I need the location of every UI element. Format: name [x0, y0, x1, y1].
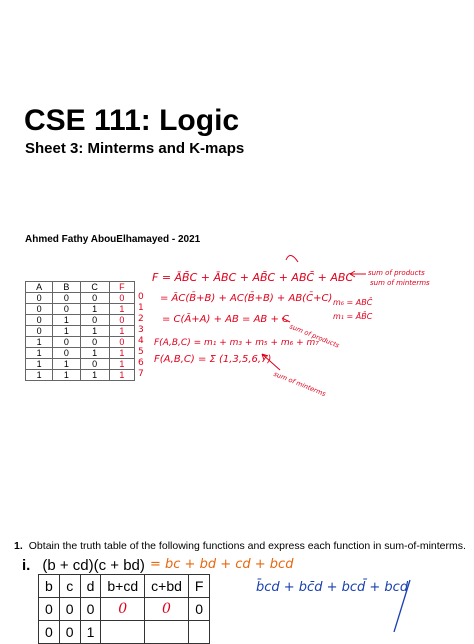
hand-expansion: = bc + bd + cd + bcd [150, 557, 294, 572]
hand-right-expression: b̄cd + bc̄d + bcd̄ + bcd [256, 580, 409, 595]
table-cell: 0 [80, 359, 109, 370]
table-cell: 1 [109, 348, 134, 359]
table-cell: 0 [101, 598, 145, 621]
row-index-label: 7 [138, 369, 144, 379]
table-cell: 0 [109, 315, 134, 326]
row-index-label: 0 [138, 292, 144, 302]
header-f: F [188, 575, 210, 598]
table-cell: 1 [109, 326, 134, 337]
row-index-label: 3 [138, 325, 144, 335]
arrow-icon [286, 255, 298, 262]
author-line: Ahmed Fathy AbouElhamayed - 2021 [25, 234, 201, 245]
table-cell [101, 621, 145, 644]
table-cell: 0 [80, 315, 109, 326]
table-cell: 1 [53, 359, 80, 370]
page-subtitle: Sheet 3: Minterms and K-maps [25, 140, 245, 157]
part-label: i. [22, 557, 31, 574]
table-cell: 0 [26, 293, 53, 304]
table-cell: 0 [59, 621, 80, 644]
table-cell: 0 [80, 598, 101, 621]
row-index-label: 4 [138, 336, 144, 346]
truth-table-2 [38, 574, 210, 644]
hand-m6: m₆ = ABC̄ [333, 298, 373, 307]
table-cell [145, 621, 189, 644]
table-cell: 1 [26, 348, 53, 359]
table-cell: 1 [53, 315, 80, 326]
header-b: B [53, 282, 80, 293]
truth-table-2-header-row [39, 575, 210, 598]
table-cell: 1 [80, 304, 109, 315]
table-cell: 0 [145, 598, 189, 621]
table-cell: 0 [53, 293, 80, 304]
hand-m1: m₁ = ĀB̄C [333, 312, 373, 321]
part-expression: (b + cd)(c + bd) [42, 557, 145, 574]
question-part-i [22, 557, 145, 574]
table-cell: 1 [109, 359, 134, 370]
table-cell: 1 [80, 621, 101, 644]
page-title: CSE 111: Logic [24, 104, 240, 137]
hand-equation-line1: F = ĀB̄C + ĀBC + AB̄C + ABC̄ + ABC [152, 271, 354, 284]
header-c: c [59, 575, 80, 598]
arrow-icon [282, 318, 290, 322]
header-d: d [80, 575, 101, 598]
header-c: C [80, 282, 109, 293]
table-row [39, 621, 210, 644]
table-cell: 0 [109, 293, 134, 304]
table-cell: 0 [26, 326, 53, 337]
table-cell: 0 [39, 621, 60, 644]
row-index-label: 2 [138, 314, 144, 324]
question-number: 1. [14, 540, 23, 552]
table-cell: 1 [109, 370, 134, 381]
hand-equation-line5: F(A,B,C) = Σ (1,3,5,6,7) [154, 354, 272, 365]
table-cell: 1 [53, 326, 80, 337]
hand-note-sop: sum of products [368, 269, 425, 277]
header-b: b [39, 575, 60, 598]
hand-note-sum-minterms: sum of minterms [272, 369, 327, 399]
table-cell: 0 [26, 315, 53, 326]
question-1 [14, 540, 466, 552]
table-cell: 1 [109, 304, 134, 315]
table-cell: 1 [26, 359, 53, 370]
table-cell: 1 [80, 348, 109, 359]
hand-equation-line3: = C(Ā+A) + AB = AB + C [162, 314, 289, 325]
table-cell: 0 [53, 348, 80, 359]
table-cell: 0 [53, 304, 80, 315]
hand-equation-line2: = ĀC(B̄+B) + AC(B̄+B) + AB(C̄+C) [160, 293, 333, 304]
table-row [39, 598, 210, 621]
arrow-icon [350, 271, 366, 277]
table-cell: 0 [59, 598, 80, 621]
table-cell: 0 [188, 598, 210, 621]
header-f: F [109, 282, 134, 293]
row-index-label: 1 [138, 303, 144, 313]
row-index-label: 5 [138, 347, 144, 357]
table-cell: 1 [80, 326, 109, 337]
arrow-icon [262, 354, 280, 370]
table-cell: 0 [80, 293, 109, 304]
hand-note-products: sum of products [288, 322, 341, 350]
header-a: A [26, 282, 53, 293]
table-cell [188, 621, 210, 644]
question-text: Obtain the truth table of the following functions and express each function in sum-of-minterms. [28, 540, 466, 552]
table-cell: 0 [53, 337, 80, 348]
table-cell: 1 [80, 370, 109, 381]
header-c-plus-bd: c+bd [145, 575, 189, 598]
hand-note-minterms: sum of minterms [370, 279, 430, 287]
table-cell: 1 [53, 370, 80, 381]
hand-equation-line4: F(A,B,C) = m₁ + m₃ + m₅ + m₆ + m₇ [154, 338, 319, 348]
table-cell: 0 [39, 598, 60, 621]
table-cell: 0 [109, 337, 134, 348]
table-cell: 1 [26, 337, 53, 348]
table-cell: 0 [26, 304, 53, 315]
row-index-label: 6 [138, 358, 144, 368]
table-cell: 0 [80, 337, 109, 348]
table-cell: 1 [26, 370, 53, 381]
header-b-plus-cd: b+cd [101, 575, 145, 598]
